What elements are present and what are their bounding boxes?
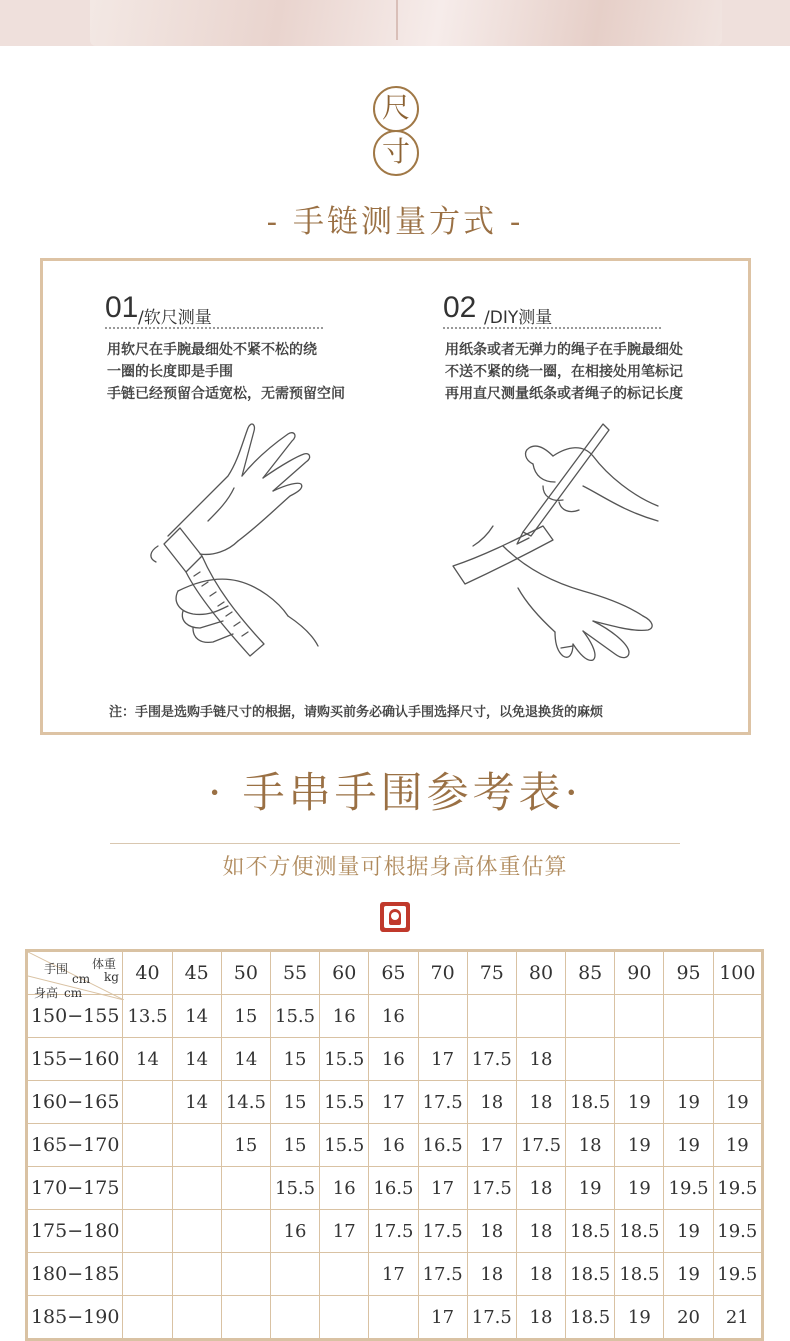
wrist-size-cell: 17 (418, 1038, 467, 1081)
table-row (27, 1210, 763, 1253)
weight-header-cell: 50 (221, 951, 270, 995)
height-range-cell: 170−175 (27, 1167, 123, 1210)
table-corner-header (27, 951, 123, 1000)
wrist-size-cell: 15.5 (320, 1124, 369, 1167)
size-table-subtitle: 如不方便测量可根据身高体重估算 (222, 855, 568, 880)
wrist-size-cell: 16 (369, 1124, 418, 1167)
table-row (27, 1167, 763, 1210)
height-range-cell: 150−155 (27, 995, 123, 1038)
table-row (27, 1124, 763, 1167)
wrist-size-cell: 15.5 (270, 995, 319, 1038)
step1-description (107, 339, 345, 405)
wrist-size-cell: 19 (664, 1210, 713, 1253)
height-range-cell: 160−165 (27, 1081, 123, 1124)
size-table-body (27, 995, 763, 1340)
wrist-size-cell: 18 (566, 1124, 615, 1167)
wrist-size-cell (172, 1167, 221, 1210)
wrist-size-cell: 15 (221, 995, 270, 1038)
wrist-size-cell (516, 995, 565, 1038)
wrist-size-cell: 15.5 (270, 1167, 319, 1210)
wrist-size-cell (713, 995, 762, 1038)
wrist-size-cell (320, 1296, 369, 1340)
wrist-size-cell: 18 (467, 1253, 516, 1296)
weight-header-cell: 100 (713, 951, 762, 995)
wrist-size-cell: 14 (172, 1081, 221, 1124)
wrist-size-cell (270, 1296, 319, 1340)
table-row (27, 1296, 763, 1340)
wrist-size-cell: 18 (516, 1253, 565, 1296)
size-table-title: · 手串手围参考表· (207, 768, 583, 817)
title-divider (110, 843, 680, 844)
weight-header-cell: 95 (664, 951, 713, 995)
wrist-size-cell: 19.5 (713, 1210, 762, 1253)
table-row (27, 995, 763, 1038)
wrist-size-cell (123, 1124, 172, 1167)
wrist-size-cell: 17 (369, 1253, 418, 1296)
height-range-cell: 185−190 (27, 1296, 123, 1340)
wrist-size-cell (320, 1253, 369, 1296)
step2-subtitle: /DIY测量 (484, 308, 553, 328)
wrist-size-cell (270, 1253, 319, 1296)
step2-line-3: 再用直尺测量纸条或者绳子的标记长度 (445, 386, 683, 402)
corner-height-label: 身高 (34, 986, 59, 1000)
wrist-size-cell: 15 (270, 1038, 319, 1081)
wrist-size-cell: 17 (320, 1210, 369, 1253)
wrist-size-cell: 17 (418, 1296, 467, 1340)
wrist-size-cell: 17 (467, 1124, 516, 1167)
wrist-size-cell: 16 (320, 995, 369, 1038)
wrist-size-cell: 17.5 (467, 1296, 516, 1340)
wrist-size-cell: 15.5 (320, 1081, 369, 1124)
step1-line-1: 用软尺在手腕最细处不紧不松的绕 (107, 342, 317, 358)
wrist-size-cell: 19 (664, 1081, 713, 1124)
wrist-size-cell (713, 1038, 762, 1081)
weight-header-row (27, 951, 763, 995)
corner-kg-label: kg (104, 970, 119, 984)
step2-line-1: 用纸条或者无弹力的绳子在手腕最细处 (445, 342, 683, 358)
weight-header-cell: 90 (615, 951, 664, 995)
size-badge-char-2: 寸 (373, 130, 419, 176)
wrist-size-cell (123, 1210, 172, 1253)
wrist-size-cell: 17.5 (467, 1038, 516, 1081)
wrist-size-cell: 19.5 (713, 1253, 762, 1296)
wrist-size-cell (664, 995, 713, 1038)
wrist-size-cell: 18 (516, 1210, 565, 1253)
wrist-size-cell: 16 (369, 1038, 418, 1081)
wrist-size-cell (566, 995, 615, 1038)
measure-instructions-panel (40, 258, 751, 735)
wrist-size-cell (221, 1210, 270, 1253)
wrist-size-cell: 19 (664, 1124, 713, 1167)
wrist-size-cell (369, 1296, 418, 1340)
wrist-size-cell (123, 1296, 172, 1340)
weight-header-cell: 75 (467, 951, 516, 995)
corner-cm-top: cm (72, 972, 91, 986)
wrist-size-cell (221, 1253, 270, 1296)
wrist-size-cell: 21 (713, 1296, 762, 1340)
wrist-size-cell: 17.5 (516, 1124, 565, 1167)
wrist-size-cell: 16 (270, 1210, 319, 1253)
measure-note: 注：手围是选购手链尺寸的根据，请购买前务必确认手围选择尺寸，以免退换货的麻烦 (109, 705, 604, 720)
fabric-seam (396, 0, 398, 40)
wrist-size-cell (172, 1124, 221, 1167)
wrist-size-cell: 18 (516, 1296, 565, 1340)
wrist-size-cell: 18 (467, 1210, 516, 1253)
step2-number: 02 (443, 291, 477, 324)
height-range-cell: 165−170 (27, 1124, 123, 1167)
height-range-cell: 180−185 (27, 1253, 123, 1296)
fabric-pattern (90, 0, 722, 46)
weight-header-cell: 80 (516, 951, 565, 995)
wrist-size-cell: 17 (369, 1081, 418, 1124)
wrist-size-cell: 16 (320, 1167, 369, 1210)
wrist-size-cell: 19 (664, 1253, 713, 1296)
weight-header-cell: 70 (418, 951, 467, 995)
wrist-size-cell: 19 (713, 1124, 762, 1167)
wrist-size-cell: 17.5 (418, 1210, 467, 1253)
step1-subtitle: /软尺测量 (138, 308, 212, 328)
corner-weight-label: 体重 (92, 957, 117, 971)
step2-line-2: 不送不紧的绕一圈，在相接处用笔标记 (445, 364, 683, 380)
wrist-size-cell: 18.5 (615, 1253, 664, 1296)
wrist-size-cell: 17.5 (418, 1253, 467, 1296)
wrist-size-cell (615, 1038, 664, 1081)
weight-header-cell: 65 (369, 951, 418, 995)
measure-section-title: - 手链测量方式 - (266, 204, 524, 240)
wrist-size-cell: 14.5 (221, 1081, 270, 1124)
step1-line-2: 一圈的长度即是手围 (107, 364, 233, 380)
height-range-cell: 155−160 (27, 1038, 123, 1081)
wrist-size-cell (123, 1253, 172, 1296)
wrist-size-cell: 18 (516, 1081, 565, 1124)
wrist-size-cell: 17.5 (467, 1167, 516, 1210)
weight-header-cell: 40 (123, 951, 172, 995)
wrist-size-cell: 14 (172, 995, 221, 1038)
step1-number: 01 (105, 291, 139, 324)
wrist-size-cell: 18.5 (566, 1081, 615, 1124)
wrist-size-cell: 19 (713, 1081, 762, 1124)
weight-header-cell: 45 (172, 951, 221, 995)
wrist-size-cell: 19.5 (713, 1167, 762, 1210)
wrist-size-cell: 17 (418, 1167, 467, 1210)
table-row (27, 1038, 763, 1081)
wrist-size-cell (172, 1296, 221, 1340)
wrist-size-cell: 15 (270, 1081, 319, 1124)
wrist-size-cell: 18 (516, 1038, 565, 1081)
wrist-size-cell: 19.5 (664, 1167, 713, 1210)
height-range-cell: 175−180 (27, 1210, 123, 1253)
wrist-size-cell (467, 995, 516, 1038)
wrist-size-cell: 18.5 (566, 1296, 615, 1340)
wrist-size-cell: 14 (123, 1038, 172, 1081)
size-badge-char-1: 尺 (373, 86, 419, 132)
wrist-size-cell (221, 1296, 270, 1340)
paper-strip-pen-illustration (443, 416, 673, 676)
tape-measure-wrist-illustration (138, 416, 368, 676)
weight-header-cell: 85 (566, 951, 615, 995)
wrist-size-cell (123, 1167, 172, 1210)
wrist-size-cell (221, 1167, 270, 1210)
wrist-size-cell (566, 1038, 615, 1081)
wrist-size-cell (172, 1210, 221, 1253)
weight-header-cell: 55 (270, 951, 319, 995)
wrist-size-cell: 17.5 (418, 1081, 467, 1124)
wrist-size-cell: 18.5 (566, 1253, 615, 1296)
wrist-size-cell: 19 (615, 1296, 664, 1340)
wrist-size-cell (172, 1253, 221, 1296)
step2-description (445, 339, 683, 405)
corner-wrist-label: 手围 (44, 962, 69, 976)
wrist-size-cell: 20 (664, 1296, 713, 1340)
wrist-size-cell: 18 (516, 1167, 565, 1210)
wrist-size-cell: 18 (467, 1081, 516, 1124)
wrist-size-cell (615, 995, 664, 1038)
table-row (27, 1253, 763, 1296)
wrist-size-cell: 18.5 (615, 1210, 664, 1253)
wrist-size-cell: 19 (566, 1167, 615, 1210)
wrist-size-cell: 15.5 (320, 1038, 369, 1081)
step1-line-3: 手链已经预留合适宽松，无需预留空间 (107, 386, 345, 402)
wrist-size-cell: 18.5 (566, 1210, 615, 1253)
wrist-size-cell: 15 (270, 1124, 319, 1167)
wrist-size-cell (664, 1038, 713, 1081)
step1-divider (105, 327, 323, 329)
wrist-size-cell: 17.5 (369, 1210, 418, 1253)
wrist-size-cell: 14 (172, 1038, 221, 1081)
size-reference-table (25, 949, 764, 1341)
weight-header-cell: 60 (320, 951, 369, 995)
wrist-size-cell: 16.5 (369, 1167, 418, 1210)
wrist-size-cell: 16 (369, 995, 418, 1038)
step2-divider (443, 327, 661, 329)
wrist-size-cell (123, 1081, 172, 1124)
wrist-size-cell: 19 (615, 1124, 664, 1167)
table-row (27, 1081, 763, 1124)
wrist-size-cell: 13.5 (123, 995, 172, 1038)
wrist-size-cell: 19 (615, 1081, 664, 1124)
wrist-size-cell: 16.5 (418, 1124, 467, 1167)
wrist-size-cell: 15 (221, 1124, 270, 1167)
wrist-size-cell: 14 (221, 1038, 270, 1081)
seal-figure-head (391, 912, 399, 920)
corner-cm-bottom: cm (64, 986, 83, 1000)
wrist-size-cell: 19 (615, 1167, 664, 1210)
red-seal-icon (380, 902, 410, 932)
wrist-size-cell (418, 995, 467, 1038)
product-photo-strip (0, 0, 790, 46)
